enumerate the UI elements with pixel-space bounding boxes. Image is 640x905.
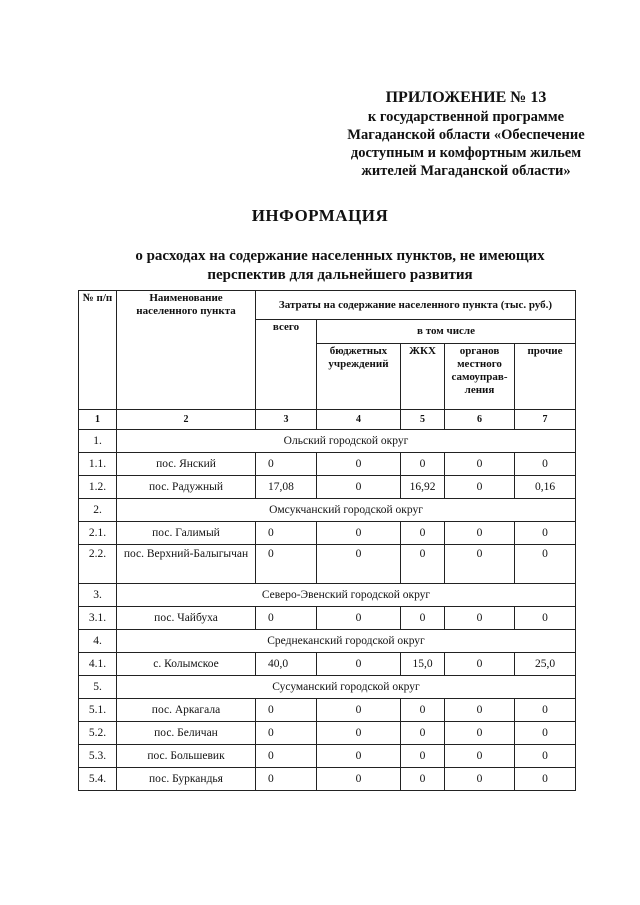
settlement-row	[79, 476, 576, 499]
column-number: 5	[401, 410, 445, 430]
settlement-name: пос. Беличан	[117, 722, 256, 745]
other-cost: 25,0	[515, 653, 576, 676]
row-number: 2.1.	[79, 522, 117, 545]
district-row	[79, 630, 576, 653]
district-name: Среднеканский городской округ	[117, 630, 576, 653]
zhkh-cost: 0	[401, 745, 445, 768]
other-cost: 0	[515, 745, 576, 768]
row-number: 1.1.	[79, 453, 117, 476]
total-cost: 0	[256, 768, 317, 791]
header-local: органов местного самоуправ-ления	[445, 344, 515, 410]
district-row	[79, 430, 576, 453]
column-number: 6	[445, 410, 515, 430]
local-govt-cost: 0	[445, 476, 515, 499]
budget-cost: 0	[317, 476, 401, 499]
budget-cost: 0	[317, 453, 401, 476]
other-cost: 0	[515, 522, 576, 545]
settlement-row	[79, 699, 576, 722]
settlement-row	[79, 522, 576, 545]
document-subtitle	[110, 247, 570, 285]
local-govt-cost: 0	[445, 745, 515, 768]
appendix-line: к государственной программе	[367, 109, 565, 125]
row-number: 1.2.	[79, 476, 117, 499]
zhkh-cost: 0	[401, 522, 445, 545]
row-number: 5.2.	[79, 722, 117, 745]
total-cost: 0	[256, 745, 317, 768]
settlement-row	[79, 453, 576, 476]
column-number: 1	[79, 410, 117, 430]
settlement-name: пос. Большевик	[117, 745, 256, 768]
other-cost: 0	[515, 607, 576, 630]
zhkh-cost: 0	[401, 607, 445, 630]
column-number: 4	[317, 410, 401, 430]
row-number: 1.	[79, 430, 117, 453]
district-name: Сусуманский городской округ	[117, 676, 576, 699]
settlement-row	[79, 745, 576, 768]
local-govt-cost: 0	[445, 699, 515, 722]
local-govt-cost: 0	[445, 453, 515, 476]
zhkh-cost: 0	[401, 699, 445, 722]
other-cost: 0	[515, 768, 576, 791]
settlement-name: пос. Аркагала	[117, 699, 256, 722]
header-name: Наименование населенного пункта	[117, 291, 256, 410]
total-cost: 0	[256, 545, 317, 584]
local-govt-cost: 0	[445, 545, 515, 584]
local-govt-cost: 0	[445, 522, 515, 545]
header-num: № п/п	[79, 291, 117, 410]
budget-cost: 0	[317, 699, 401, 722]
budget-cost: 0	[317, 745, 401, 768]
row-number: 2.	[79, 499, 117, 522]
expenses-table	[78, 290, 576, 791]
subtitle-line: о расходах на содержание населенных пунктов, не имеющих	[135, 248, 545, 264]
column-number: 2	[117, 410, 256, 430]
local-govt-cost: 0	[445, 607, 515, 630]
header-costs: Затраты на содержание населенного пункта (тыс. руб.)	[256, 291, 576, 320]
district-name: Северо-Эвенский городской округ	[117, 584, 576, 607]
zhkh-cost: 0	[401, 768, 445, 791]
appendix-line: Магаданской области «Обеспечение	[347, 127, 585, 143]
total-cost: 40,0	[256, 653, 317, 676]
header-budget: бюджетных учреждений	[317, 344, 401, 410]
row-number: 5.3.	[79, 745, 117, 768]
total-cost: 17,08	[256, 476, 317, 499]
row-number: 4.1.	[79, 653, 117, 676]
zhkh-cost: 0	[401, 722, 445, 745]
row-number: 2.2.	[79, 545, 117, 584]
settlement-row	[79, 722, 576, 745]
header-zhkh: ЖКХ	[401, 344, 445, 410]
total-cost: 0	[256, 522, 317, 545]
district-row	[79, 499, 576, 522]
column-number: 3	[256, 410, 317, 430]
district-name: Омсукчанский городской округ	[117, 499, 576, 522]
budget-cost: 0	[317, 653, 401, 676]
total-cost: 0	[256, 453, 317, 476]
budget-cost: 0	[317, 545, 401, 584]
total-cost: 0	[256, 607, 317, 630]
budget-cost: 0	[317, 722, 401, 745]
row-number: 5.	[79, 676, 117, 699]
other-cost: 0,16	[515, 476, 576, 499]
district-row	[79, 676, 576, 699]
district-name: Ольский городской округ	[117, 430, 576, 453]
settlement-name: пос. Радужный	[117, 476, 256, 499]
column-number: 7	[515, 410, 576, 430]
other-cost: 0	[515, 545, 576, 584]
settlement-name: с. Колымское	[117, 653, 256, 676]
row-number: 3.	[79, 584, 117, 607]
settlement-row	[79, 545, 576, 584]
settlement-name: пос. Буркандья	[117, 768, 256, 791]
appendix-line: доступным и комфортным жильем	[350, 145, 582, 161]
budget-cost: 0	[317, 768, 401, 791]
zhkh-cost: 0	[401, 545, 445, 584]
appendix-line: жителей Магаданской области»	[361, 163, 571, 179]
row-number: 5.1.	[79, 699, 117, 722]
district-row	[79, 584, 576, 607]
header-other: прочие	[515, 344, 576, 410]
total-cost: 0	[256, 699, 317, 722]
zhkh-cost: 15,0	[401, 653, 445, 676]
settlement-row	[79, 653, 576, 676]
local-govt-cost: 0	[445, 722, 515, 745]
header-total: всего	[256, 320, 317, 410]
row-number: 5.4.	[79, 768, 117, 791]
local-govt-cost: 0	[445, 768, 515, 791]
settlement-name: пос. Чайбуха	[117, 607, 256, 630]
budget-cost: 0	[317, 522, 401, 545]
zhkh-cost: 0	[401, 453, 445, 476]
settlement-name: пос. Верхний-Балыгычан	[117, 545, 256, 584]
local-govt-cost: 0	[445, 653, 515, 676]
row-number: 4.	[79, 630, 117, 653]
budget-cost: 0	[317, 607, 401, 630]
row-number: 3.1.	[79, 607, 117, 630]
total-cost: 0	[256, 722, 317, 745]
subtitle-line: перспектив для дальнейшего развития	[207, 267, 473, 283]
zhkh-cost: 16,92	[401, 476, 445, 499]
settlement-name: пос. Янский	[117, 453, 256, 476]
settlement-row	[79, 768, 576, 791]
other-cost: 0	[515, 699, 576, 722]
settlement-name: пос. Галимый	[117, 522, 256, 545]
header-including: в том числе	[317, 320, 576, 344]
appendix-title: ПРИЛОЖЕНИЕ № 13	[385, 89, 547, 106]
other-cost: 0	[515, 722, 576, 745]
other-cost: 0	[515, 453, 576, 476]
settlement-row	[79, 607, 576, 630]
document-title: ИНФОРМАЦИЯ	[251, 206, 389, 225]
appendix-block	[330, 88, 602, 180]
